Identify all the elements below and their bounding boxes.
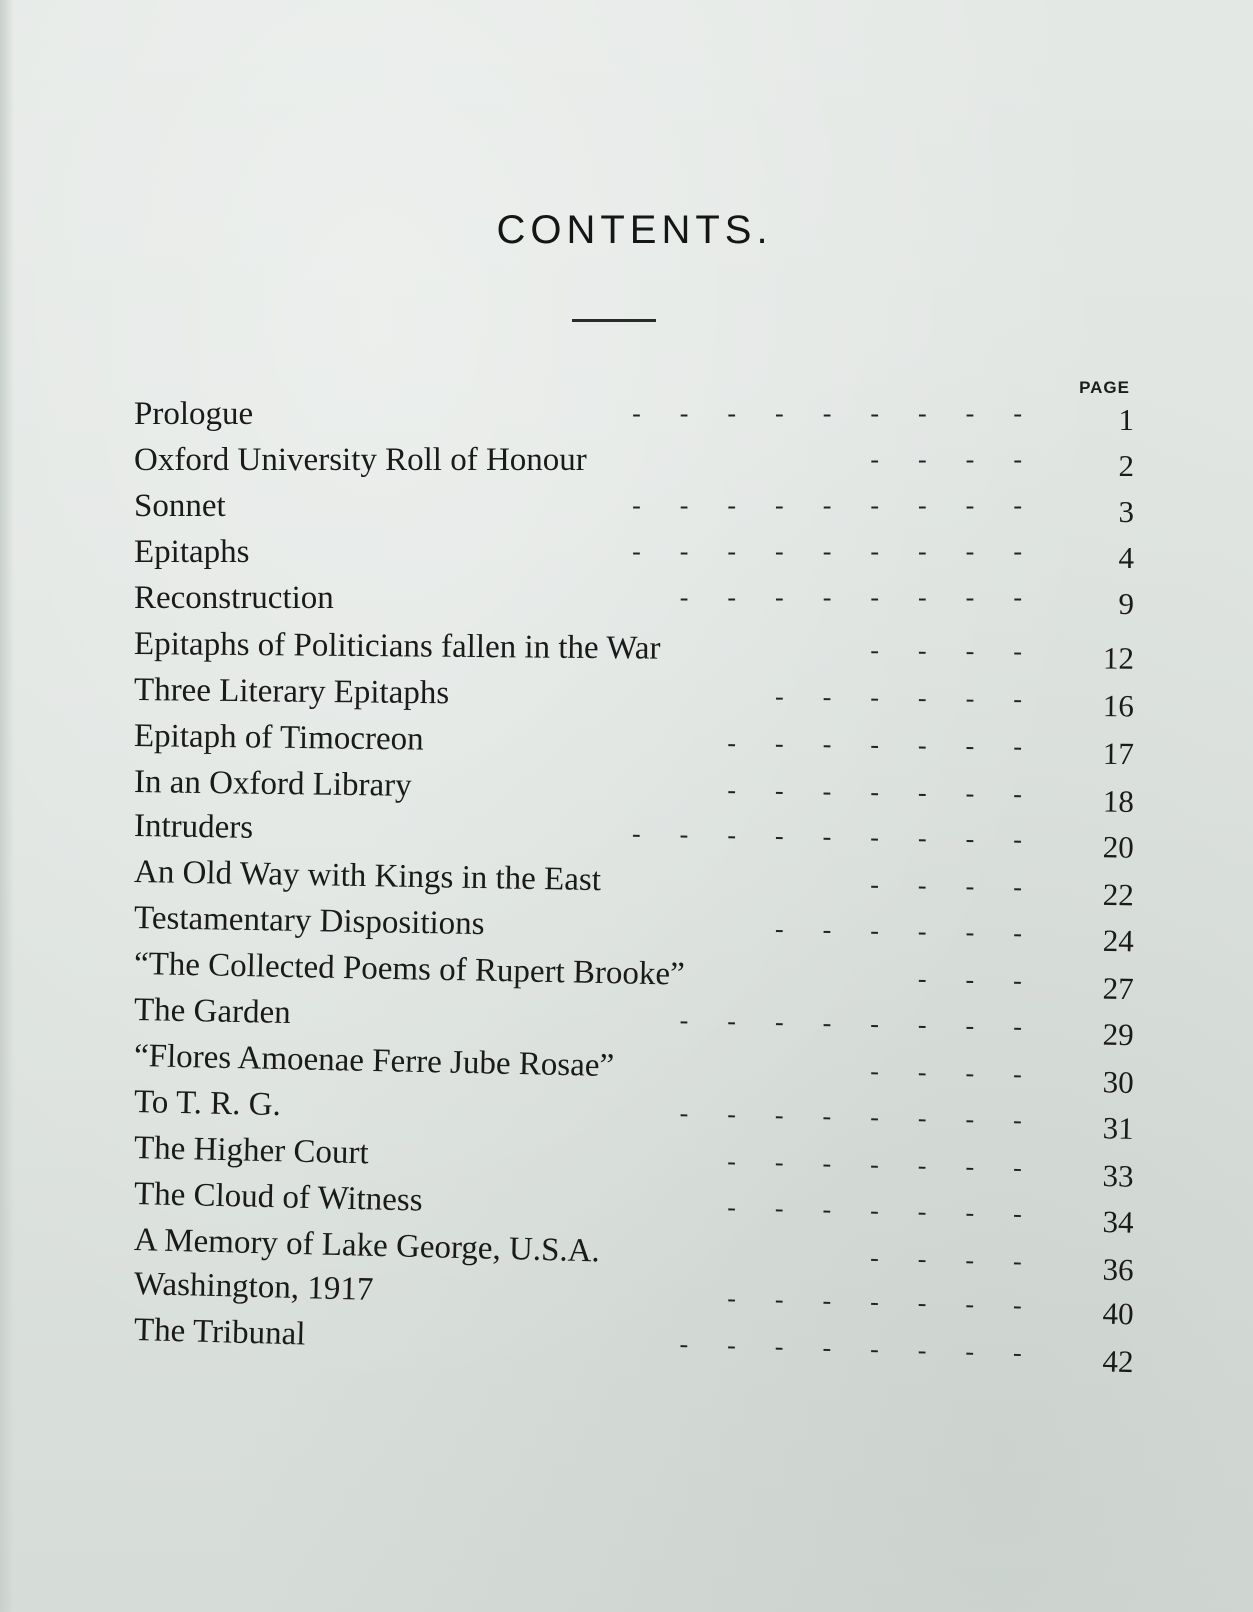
toc-entry-page: 18 bbox=[1102, 783, 1135, 819]
toc-entry-title: “The Collected Poems of Rupert Brooke” bbox=[133, 946, 686, 993]
dot-leader: - - - - - - - - bbox=[679, 1329, 1023, 1368]
toc-entry-title: Prologue bbox=[134, 396, 254, 432]
toc-entry-page: 34 bbox=[1102, 1203, 1135, 1240]
toc-entry-page: 30 bbox=[1102, 1064, 1135, 1100]
toc-entry-title: The Higher Court bbox=[133, 1130, 370, 1172]
toc-entry-page: 22 bbox=[1102, 876, 1135, 913]
toc-entry-title: The Cloud of Witness bbox=[133, 1176, 424, 1219]
toc-entry-page: 17 bbox=[1102, 735, 1135, 772]
toc-entry-title: To T. R. G. bbox=[133, 1084, 282, 1124]
toc-entry-title: Oxford University Roll of Honour bbox=[134, 442, 587, 478]
toc-entry bbox=[134, 670, 1134, 724]
toc-entry-title: Testamentary Dispositions bbox=[133, 900, 485, 943]
toc-entry-title: Epitaphs of Politicians fallen in the War bbox=[133, 626, 661, 667]
dot-leader: - - - - bbox=[869, 1056, 1023, 1089]
toc-entry bbox=[134, 394, 1134, 438]
toc-entry-page: 12 bbox=[1102, 640, 1135, 676]
contents-heading: CONTENTS. bbox=[496, 208, 773, 252]
toc-entry-page: 3 bbox=[1118, 494, 1134, 529]
dot-leader: - - - - - - - - bbox=[679, 583, 1022, 612]
dot-leader: - - - - bbox=[870, 635, 1023, 666]
toc-entry-page: 42 bbox=[1102, 1343, 1135, 1380]
toc-entry-title: “Flores Amoenae Ferre Jube Rosae” bbox=[133, 1038, 615, 1085]
toc-entry-title: A Memory of Lake George, U.S.A. bbox=[133, 1222, 601, 1270]
dot-leader: - - - - - - - - - bbox=[632, 537, 1022, 566]
dot-leader: - - - - - - - - - bbox=[632, 399, 1022, 428]
toc-entry-title: Intruders bbox=[133, 808, 254, 846]
toc-entry-page: 33 bbox=[1102, 1157, 1135, 1194]
toc-entry-title: The Garden bbox=[133, 992, 292, 1032]
toc-entry-title: An Old Way with Kings in the East bbox=[133, 854, 602, 899]
page-column-label: PAGE bbox=[1079, 378, 1130, 397]
dot-leader: - - - - - - - bbox=[726, 1192, 1023, 1229]
toc-entry-page: 29 bbox=[1102, 1016, 1135, 1053]
toc-entry-page: 24 bbox=[1102, 922, 1135, 959]
dot-leader: - - - - - - - - bbox=[679, 1098, 1023, 1135]
toc-entry-page: 20 bbox=[1102, 829, 1135, 865]
dot-leader: - - - - - - - bbox=[727, 775, 1023, 809]
dot-leader: - - - - bbox=[870, 869, 1023, 902]
dot-leader: - - - - - - - bbox=[726, 1146, 1023, 1183]
dot-leader: - - - - - - - - - bbox=[631, 818, 1023, 854]
dot-leader: - - - - - - - - bbox=[679, 1005, 1023, 1042]
dot-leader: - - - - - - - bbox=[726, 1283, 1023, 1320]
toc-entry-title: In an Oxford Library bbox=[133, 764, 412, 804]
toc-entry-page: 2 bbox=[1118, 448, 1134, 483]
toc-entry-page: 36 bbox=[1102, 1251, 1135, 1288]
dot-leader: - - - bbox=[917, 964, 1023, 996]
toc-entry bbox=[134, 578, 1134, 622]
dot-leader: - - - - - - bbox=[774, 681, 1023, 714]
toc-entry-page: 27 bbox=[1102, 970, 1135, 1007]
toc-entry bbox=[134, 532, 1134, 576]
toc-entry-page: 16 bbox=[1102, 688, 1135, 724]
toc-entry-page: 4 bbox=[1118, 540, 1134, 575]
toc-entry-title: The Tribunal bbox=[133, 1312, 306, 1353]
dot-leader: - - - - - - - bbox=[727, 728, 1023, 761]
toc-entry-title: Sonnet bbox=[134, 488, 226, 524]
toc-entry-title: Washington, 1917 bbox=[133, 1266, 374, 1308]
toc-entry-title: Epitaph of Timocreon bbox=[133, 718, 424, 758]
toc-entry-page: 31 bbox=[1102, 1110, 1135, 1146]
toc-entry bbox=[134, 624, 1134, 677]
toc-entry-title: Three Literary Epitaphs bbox=[133, 672, 450, 712]
toc-entry-page: 1 bbox=[1118, 402, 1134, 437]
dot-leader: - - - - - - bbox=[774, 914, 1023, 948]
toc-entry-title: Epitaphs bbox=[134, 534, 250, 570]
toc-entry-page: 9 bbox=[1118, 586, 1134, 621]
heading-rule bbox=[572, 319, 656, 322]
toc-entry-page: 40 bbox=[1102, 1295, 1135, 1332]
toc-entry bbox=[134, 440, 1134, 484]
toc-entry-title: Reconstruction bbox=[134, 580, 334, 616]
dot-leader: - - - - - - - - - bbox=[632, 491, 1022, 520]
dot-leader: - - - - bbox=[869, 1242, 1023, 1276]
toc-entry bbox=[134, 486, 1134, 530]
dot-leader: - - - - bbox=[870, 445, 1022, 474]
